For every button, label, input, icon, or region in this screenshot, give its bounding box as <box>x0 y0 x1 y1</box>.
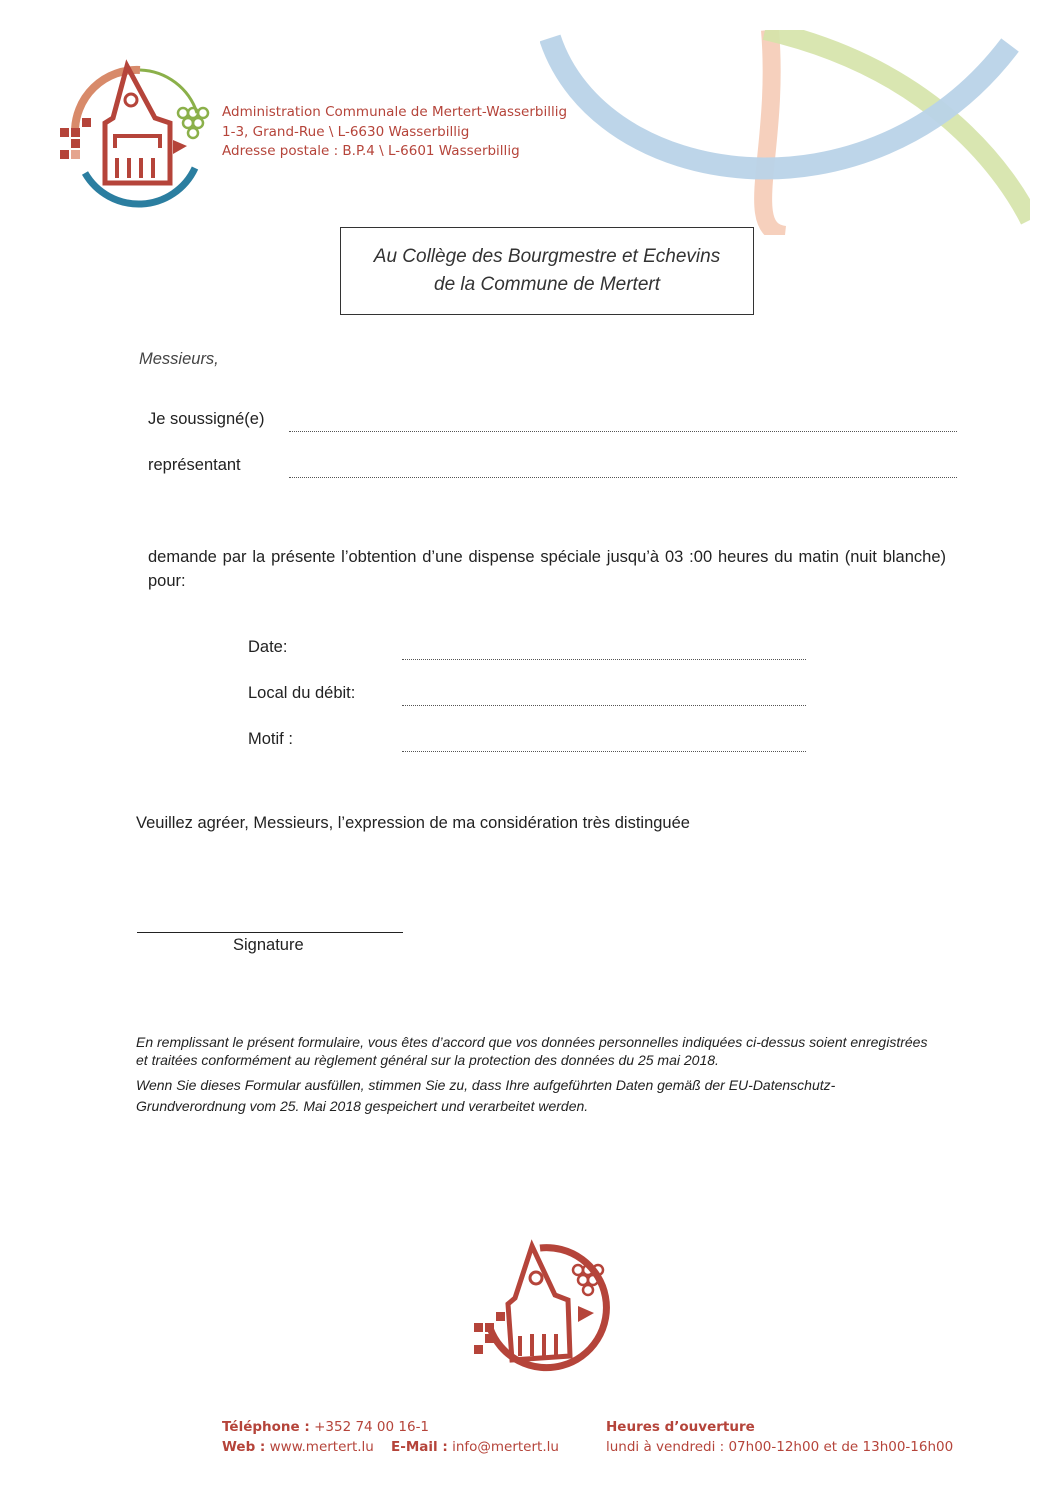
website-link[interactable]: www.mertert.lu <box>269 1438 374 1455</box>
closing-formula: Veuillez agréer, Messieurs, l’expression de ma considération très distinguée <box>136 814 690 832</box>
hours-title: Heures d’ouverture <box>606 1419 755 1435</box>
representing-label: représentant <box>148 456 241 474</box>
postal-address: Adresse postale : B.P.4 \ L-6601 Wasserbillig <box>222 143 520 159</box>
recipient-line-1: Au Collège des Bourgmestre et Echevins <box>373 246 721 267</box>
greeting: Messieurs, <box>139 350 219 368</box>
local-field[interactable] <box>402 705 806 706</box>
recipient-line-2: de la Commune de Mertert <box>434 274 660 295</box>
date-field[interactable] <box>402 659 806 660</box>
signature-line[interactable] <box>137 932 403 933</box>
recipient-box <box>340 227 754 315</box>
header-decoration <box>540 30 1030 235</box>
administration-address <box>222 103 567 162</box>
web-label: Web : <box>222 1438 266 1455</box>
motif-label: Motif : <box>248 730 293 748</box>
commune-logo <box>55 58 215 208</box>
privacy-notice-de: Wenn Sie dieses Formular ausfüllen, stimmen Sie zu, dass Ihre aufgeführten Daten gemäß der EU-Datenschutz-Grundverordnung vom 25. Mai 2018 gespeichert und verarbeitet werden. <box>136 1077 836 1114</box>
signature-label: Signature <box>233 936 304 954</box>
date-label: Date: <box>248 638 288 656</box>
phone-number[interactable]: +352 74 00 16-1 <box>314 1419 430 1435</box>
commune-logo-footer <box>470 1238 610 1373</box>
street-address: 1-3, Grand-Rue \ L-6630 Wasserbillig <box>222 123 470 140</box>
footer-contact <box>222 1418 559 1457</box>
representing-field[interactable] <box>289 477 957 478</box>
name-field[interactable] <box>289 431 957 432</box>
phone-label: Téléphone : <box>222 1419 310 1435</box>
privacy-notice-fr: En remplissant le présent formulaire, vous êtes d’accord que vos données personnelles indiquées ci-dessus soient enregistrées et traitées conformément au règlement général sur la protection des données du 25 mai 2018. <box>136 1034 928 1068</box>
privacy-notice <box>136 1034 936 1123</box>
motif-field[interactable] <box>402 751 806 752</box>
administration-name: Administration Communale de Mertert-Wasserbillig <box>222 104 568 120</box>
email-label: E-Mail : <box>391 1438 448 1455</box>
opening-hours: lundi à vendredi : 07h00-12h00 et de 13h00-16h00 <box>606 1438 954 1455</box>
email-link[interactable]: info@mertert.lu <box>452 1438 559 1455</box>
name-label: Je soussigné(e) <box>148 410 265 428</box>
local-label: Local du débit: <box>248 684 356 702</box>
request-text: demande par la présente l’obtention d’une dispense spéciale jusqu’à 03 :00 heures du matin (nuit blanche) pour: <box>148 548 946 590</box>
footer-hours <box>606 1418 953 1457</box>
